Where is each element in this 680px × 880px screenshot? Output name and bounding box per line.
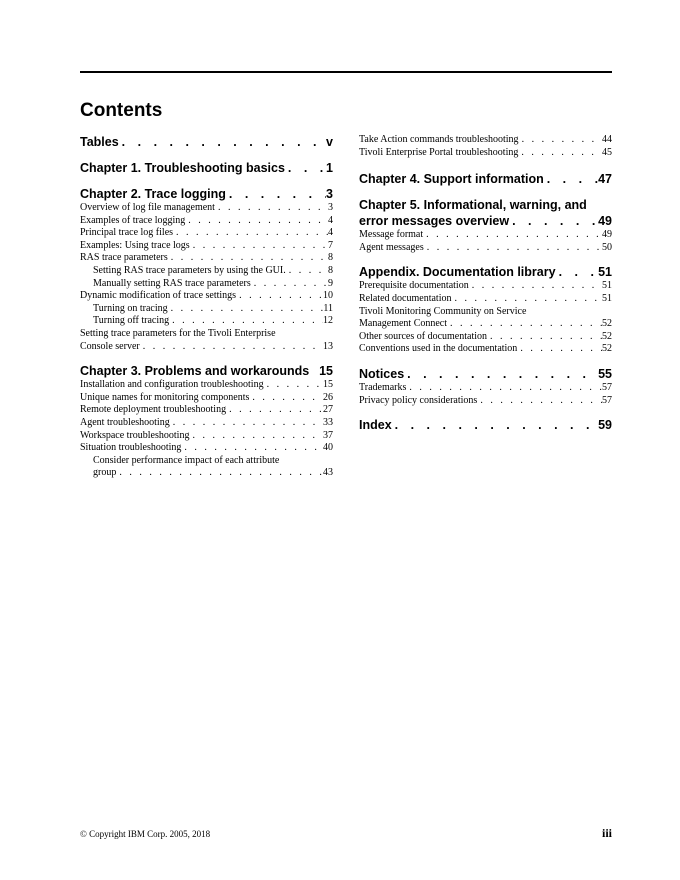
toc-chapter-5-line[interactable]: Chapter 5. Informational, warning, and xyxy=(359,198,587,213)
dot-leader xyxy=(226,404,323,417)
toc-page: 43 xyxy=(323,467,333,479)
toc-entry-line[interactable]: Tivoli Monitoring Community on Service xyxy=(359,305,527,317)
toc-page: 57 xyxy=(602,381,612,393)
toc-page: 9 xyxy=(328,277,333,289)
toc-label: Workspace troubleshooting xyxy=(80,429,190,441)
toc-entry[interactable] xyxy=(359,242,612,255)
toc-page: 8 xyxy=(328,264,333,276)
toc-label: Overview of log file management xyxy=(80,202,215,213)
dot-leader xyxy=(451,293,602,306)
dot-leader xyxy=(469,280,602,293)
toc-entry[interactable] xyxy=(359,331,612,344)
toc-subentry-line[interactable]: Consider performance impact of each attribute xyxy=(93,454,280,466)
toc-page: 15 xyxy=(319,364,333,379)
toc-page: 44 xyxy=(602,134,612,145)
dot-leader xyxy=(226,186,326,202)
toc-notices[interactable] xyxy=(359,366,612,382)
toc-page: 11 xyxy=(323,302,333,314)
toc-entry[interactable] xyxy=(359,343,612,356)
dot-leader xyxy=(181,442,323,455)
dot-leader xyxy=(173,227,328,240)
toc-entry[interactable] xyxy=(80,417,333,430)
dot-leader xyxy=(168,252,328,265)
toc-entry[interactable] xyxy=(359,280,612,293)
dot-leader xyxy=(392,417,598,433)
toc-label: Console server xyxy=(80,340,140,352)
toc-page: 3 xyxy=(326,187,333,201)
toc-page: 49 xyxy=(602,229,612,241)
toc-page: 27 xyxy=(323,404,333,416)
toc-right-column xyxy=(359,134,612,433)
toc-label: Remote deployment troubleshooting xyxy=(80,404,227,416)
toc-entry[interactable] xyxy=(80,430,333,443)
page-title: Contents xyxy=(80,100,163,121)
toc-label: Setting RAS trace parameters by using the GUI. xyxy=(93,264,286,276)
toc-entry[interactable] xyxy=(359,134,612,147)
toc-page: 47 xyxy=(598,172,612,187)
toc-label: RAS trace parameters xyxy=(80,252,168,264)
dot-leader xyxy=(544,171,598,187)
dot-leader xyxy=(556,264,599,280)
toc-label: Conventions used in the documentation xyxy=(359,343,518,355)
toc-label: Privacy policy considerations xyxy=(359,394,478,406)
toc-label: Index xyxy=(359,418,392,433)
toc-label: Trademarks xyxy=(359,381,407,393)
toc-entry[interactable] xyxy=(359,382,612,395)
dot-leader xyxy=(140,341,323,354)
toc-label: Unique names for monitoring components xyxy=(80,391,250,403)
toc-label: Turning off tracing xyxy=(93,315,170,327)
dot-leader xyxy=(251,278,328,291)
toc-page: 45 xyxy=(602,146,612,158)
dot-leader xyxy=(119,134,326,150)
dot-leader xyxy=(249,392,323,405)
toc-label: Principal trace log files xyxy=(80,227,174,239)
toc-page: 26 xyxy=(323,391,333,403)
toc-page: 52 xyxy=(602,330,612,342)
toc-page: 4 xyxy=(328,214,333,226)
toc-label: Tables xyxy=(80,135,119,149)
toc-label: Other sources of documentation xyxy=(359,330,488,342)
toc-chapter-2[interactable] xyxy=(80,186,333,202)
toc-page: 55 xyxy=(598,366,612,381)
dot-leader xyxy=(518,147,602,160)
toc-entry[interactable] xyxy=(359,293,612,306)
toc-entry[interactable] xyxy=(80,341,333,354)
toc-page: 50 xyxy=(602,241,612,253)
toc-page: 52 xyxy=(602,343,612,355)
toc-page: 3 xyxy=(328,202,333,213)
toc-page: 15 xyxy=(323,379,333,391)
toc-label: group xyxy=(93,467,117,479)
dot-leader xyxy=(519,134,602,147)
toc-entry[interactable] xyxy=(359,229,612,242)
toc-page: 57 xyxy=(602,394,612,406)
toc-page: 59 xyxy=(598,418,612,433)
toc-entry-line[interactable]: Setting trace parameters for the Tivoli Enterprise xyxy=(80,327,276,339)
toc-tables[interactable] xyxy=(80,134,333,150)
toc-page: 37 xyxy=(323,429,333,441)
toc-label: Message format xyxy=(359,229,424,241)
toc-label: Management Connect xyxy=(359,318,448,330)
toc-label: Chapter 1. Troubleshooting basics xyxy=(80,161,285,175)
toc-chapter-4[interactable] xyxy=(359,171,612,187)
toc-subentry[interactable] xyxy=(80,315,333,328)
toc-page: 7 xyxy=(328,239,333,251)
dot-leader xyxy=(286,265,328,278)
dot-leader xyxy=(236,290,323,303)
toc-entry[interactable] xyxy=(80,240,333,253)
toc-entry[interactable] xyxy=(80,290,333,303)
toc-subentry[interactable] xyxy=(80,467,333,480)
toc-label: Prerequisite documentation xyxy=(359,280,469,292)
toc-label: Notices xyxy=(359,366,405,381)
dot-leader xyxy=(116,467,323,480)
toc-label: error messages overview xyxy=(359,214,510,229)
dot-leader xyxy=(424,242,602,255)
toc-label: Agent messages xyxy=(359,241,424,253)
toc-index[interactable] xyxy=(359,417,612,433)
toc-page: 33 xyxy=(323,416,333,428)
toc-appendix[interactable] xyxy=(359,264,612,280)
toc-entry[interactable] xyxy=(80,442,333,455)
toc-page: 51 xyxy=(602,292,612,304)
toc-page: 10 xyxy=(323,290,333,302)
toc-page: 52 xyxy=(602,318,612,330)
toc-entry[interactable] xyxy=(80,202,333,215)
dot-leader xyxy=(517,343,602,356)
toc-entry[interactable] xyxy=(80,379,333,392)
dot-leader xyxy=(189,430,323,443)
toc-entry[interactable] xyxy=(359,147,612,160)
top-rule xyxy=(80,71,612,73)
toc-label: Appendix. Documentation library xyxy=(359,265,556,280)
copyright-notice: © Copyright IBM Corp. 2005, 2018 xyxy=(80,829,211,839)
toc-left-column xyxy=(80,134,333,480)
toc-page: 40 xyxy=(323,442,333,454)
toc-page: 13 xyxy=(323,340,333,352)
toc-page: 4 xyxy=(328,227,333,239)
toc-page: 49 xyxy=(598,214,612,229)
dot-leader xyxy=(215,202,328,215)
toc-page: 1 xyxy=(326,161,333,175)
toc-subentry[interactable] xyxy=(80,278,333,291)
page-number: iii xyxy=(601,826,612,840)
toc-page: 12 xyxy=(323,315,333,327)
dot-leader xyxy=(264,379,323,392)
toc-label: Tivoli Enterprise Portal troubleshooting xyxy=(359,146,519,158)
toc-chapter-1[interactable] xyxy=(80,160,333,176)
dot-leader xyxy=(509,213,598,229)
toc-entry[interactable] xyxy=(359,395,612,408)
toc-label: Manually setting RAS trace parameters xyxy=(93,277,251,289)
toc-entry[interactable] xyxy=(80,392,333,405)
toc-label: Examples: Using trace logs xyxy=(80,239,190,251)
toc-subentry[interactable] xyxy=(80,265,333,278)
toc-label: Chapter 4. Support information xyxy=(359,172,544,187)
dot-leader xyxy=(168,303,324,316)
dot-leader xyxy=(170,417,323,430)
toc-label: Take Action commands troubleshooting xyxy=(359,134,519,145)
toc-label: Related documentation xyxy=(359,292,452,304)
toc-label: Situation troubleshooting xyxy=(80,442,182,454)
dot-leader xyxy=(423,229,602,242)
toc-label: Agent troubleshooting xyxy=(80,416,170,428)
toc-label: Examples of trace logging xyxy=(80,214,186,226)
toc-label: Turning on tracing xyxy=(93,302,168,314)
toc-label: Chapter 2. Trace logging xyxy=(80,187,226,201)
toc-label: Chapter 3. Problems and workarounds xyxy=(80,364,310,379)
toc-page: 51 xyxy=(602,280,612,292)
toc-entry[interactable] xyxy=(80,227,333,240)
dot-leader xyxy=(285,160,326,176)
toc-page: 8 xyxy=(328,252,333,264)
toc-entry[interactable] xyxy=(80,404,333,417)
dot-leader xyxy=(406,382,602,395)
dot-leader xyxy=(185,215,328,228)
toc-chapter-5[interactable] xyxy=(359,213,612,229)
dot-leader xyxy=(169,315,323,328)
toc-page: 51 xyxy=(598,265,612,280)
toc-entry[interactable] xyxy=(359,318,612,331)
toc-page: v xyxy=(326,135,333,149)
toc-entry[interactable] xyxy=(80,252,333,265)
dot-leader xyxy=(404,366,598,382)
toc-entry[interactable] xyxy=(80,215,333,228)
dot-leader xyxy=(447,318,602,331)
toc-label: Dynamic modification of trace settings xyxy=(80,290,237,302)
dot-leader xyxy=(190,240,328,253)
dot-leader xyxy=(487,331,602,344)
toc-chapter-3[interactable] xyxy=(80,363,333,379)
toc-label: Installation and configuration troubleshooting xyxy=(80,379,264,391)
toc-subentry[interactable] xyxy=(80,303,333,316)
dot-leader xyxy=(477,395,602,408)
